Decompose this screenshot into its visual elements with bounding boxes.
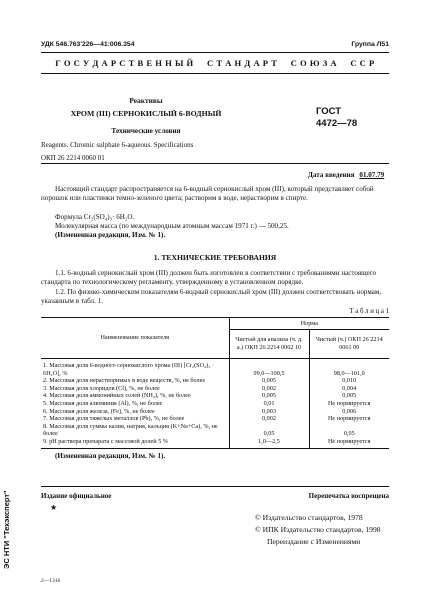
star-icon: ★ bbox=[50, 503, 58, 512]
revision-note-1: (Измененная редакция, Изм. № 1). bbox=[55, 231, 166, 239]
okp-code: ОКП 26 2214 0060 01 bbox=[41, 154, 105, 162]
document-subtitle: Технические условия bbox=[111, 127, 181, 135]
group-code: Группа Л51 bbox=[351, 41, 389, 48]
intro-date-label: Дата введения bbox=[308, 171, 355, 179]
table-row: 9. pH раствора препарата с массовой долей 5 % 1,0—2,5 Не нормируется bbox=[41, 438, 389, 448]
section-heading: 1. ТЕХНИЧЕСКИЕ ТРЕБОВАНИЯ bbox=[153, 253, 277, 262]
intro-date-value: 01.07.79 bbox=[359, 171, 385, 179]
title-rule bbox=[41, 163, 389, 164]
copyright-1998: © ИПК Издательство стандартов, 1998 bbox=[255, 525, 381, 534]
formula-line: Формула Cr₂(SO₄)₃· 6H₂O. bbox=[55, 213, 135, 221]
scope-paragraph: Настоящий стандарт распространяется на 6-водный сернокислый хром (III), который представляет собой порошок или пластинки темно-зеленого цвета; растворим в воде, нерастворим в спирте. bbox=[41, 185, 374, 202]
table-header-analytical-grade: Чистый для анализа (ч. д. а.) ОКП 26 2214 0062 10 bbox=[229, 330, 309, 359]
banner-rule bbox=[41, 73, 389, 74]
udk-code: УДК 546.763'226—41:006.354 bbox=[41, 41, 135, 48]
top-rule bbox=[41, 52, 389, 53]
intro-date bbox=[308, 171, 384, 179]
revision-note-2: (Измененная редакция, Изм. № 1). bbox=[55, 452, 166, 460]
table-row: 3. Массовая доля хлоридов (Cl), %, не более 0,002 0,004 bbox=[41, 385, 389, 393]
reissue-note: Переиздание с Изменениями bbox=[267, 537, 361, 546]
table-row: 1. Массовая доля 6-водного сернокислого хрома (III) [Cr₂(SO₄)₃ · 6H₂O], % 99,0—100,5 98,0—101,0 bbox=[41, 359, 389, 378]
table-row: 6. Массовая доля железа, (Fe), %, не более 0,003 0,006 bbox=[41, 408, 389, 416]
vertical-watermark: ЭС НТИ "Техэксперт" bbox=[2, 490, 11, 570]
requirements-table bbox=[41, 317, 389, 449]
table-header-indicator: Наименование показателя bbox=[41, 318, 229, 359]
document-title: ХРОМ (III) СЕРНОКИСЛЫЙ 6-ВОДНЫЙ bbox=[70, 109, 222, 118]
clause-1-1: 1.1. 6-водный сернокислый хром (III) должен быть изготовлен в соответствии с требованиями настоящего стандарта по технологическому регламенту, утвержденному в установленном порядке. bbox=[41, 269, 376, 286]
english-title: Reagents. Chromic sulphate 6-aqueous. Specifications bbox=[41, 141, 194, 149]
copyright-1978: © Издательство стандартов, 1978 bbox=[255, 513, 363, 522]
molecular-mass-line: Молекулярная масса (по международным атомным массам 1971 г.) — 500,25. bbox=[55, 222, 289, 230]
table-row: 2. Массовая доля нерастворимых в воде веществ, %, не более 0,005 0,010 bbox=[41, 377, 389, 385]
gost-number: 4472—78 bbox=[316, 118, 358, 129]
table-header-pure-grade: Чистый (ч.) ОКП 26 2214 0061 00 bbox=[309, 330, 389, 359]
category-label: Реактивы bbox=[129, 96, 163, 105]
reprint-prohibited-label: Перепечатка воспрещена bbox=[308, 492, 389, 500]
table-row: 4. Массовая доля аммонийных солей (NH₄), %, не более 0,005 0,005 bbox=[41, 392, 389, 400]
official-edition-label: Издание официальное bbox=[41, 492, 112, 500]
table-header-norm: Норма bbox=[229, 318, 389, 330]
footer-rule bbox=[41, 486, 389, 487]
state-standard-banner: Г О С У Д А Р С Т В Е Н Н Ы Й С Т А Н Д А Р Т С О Ю З А С С Р bbox=[55, 58, 375, 68]
print-code: 2—1316 bbox=[41, 578, 61, 584]
clause-1-2: 1.2. По физико-химическим показателям 6-водный сернокислый хром (III) должен соответствовать нормам, указанным в табл. 1. bbox=[41, 288, 382, 305]
table-row: 8. Массовая доля суммы калия, натрия, кальция (K+Na+Ca), %, не более 0,05 0,05 bbox=[41, 423, 389, 438]
table-row: 7. Массовая доля тяжелых металлов (Pb), %, не более 0,002 Не нормируется bbox=[41, 415, 389, 423]
table-caption: Т а б л и ц а 1 bbox=[349, 308, 389, 315]
gost-label: ГОСТ bbox=[316, 106, 342, 117]
table-row: 5. Массовая доля алюминия (Al), %, не более 0,01 Не нормируется bbox=[41, 400, 389, 408]
